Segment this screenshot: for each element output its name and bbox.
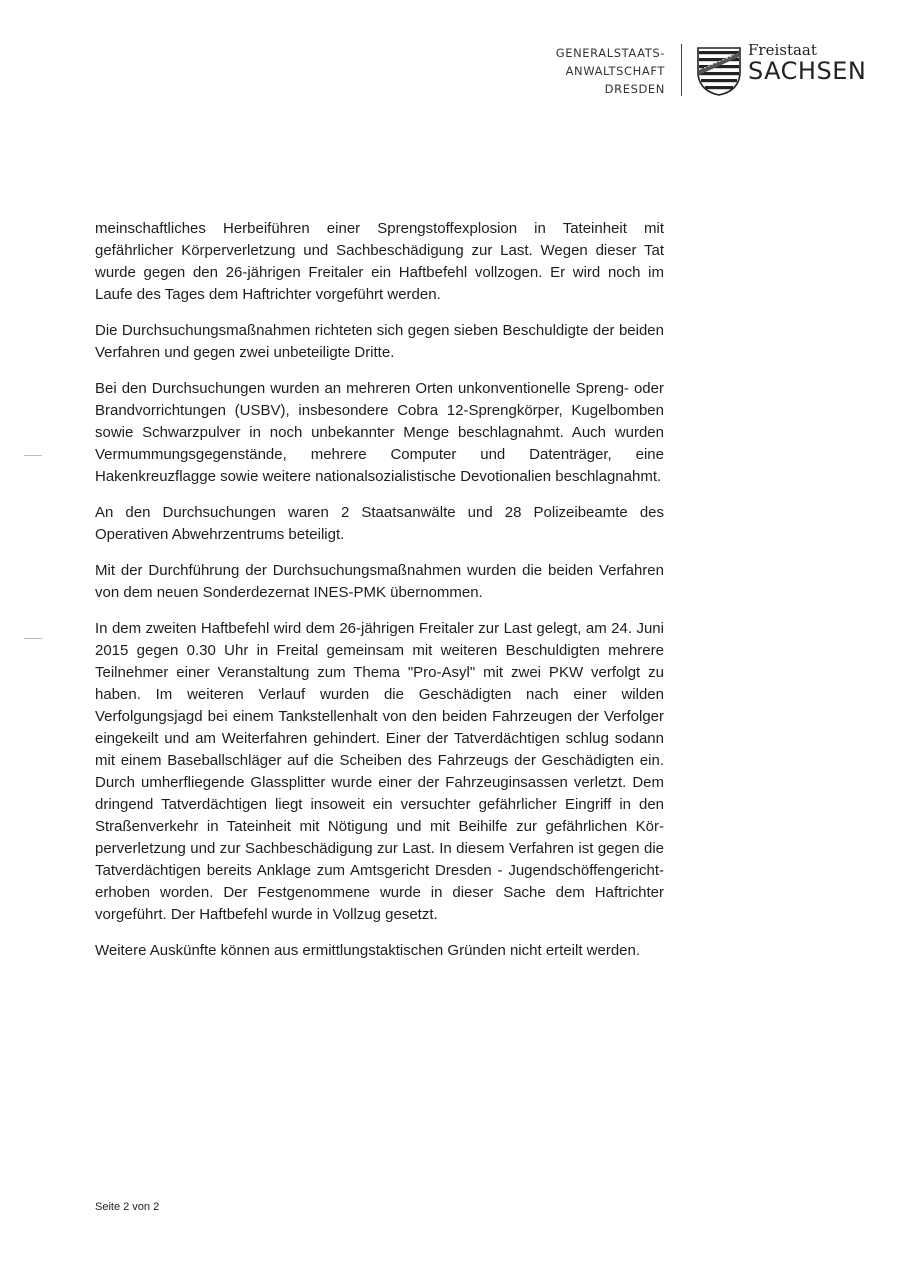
punch-mark: [24, 638, 42, 639]
page-number: Seite 2 von 2: [95, 1201, 160, 1213]
paragraph-5: Mit der Durchführung der Durchsuchungsmaßnahmen wurden die beiden Verfahren von dem neuen Sonderdezernat INES-PMK übernommen.: [95, 562, 664, 601]
paragraph-6: In dem zweiten Haftbefehl wird dem 26-jährigen Freitaler zur Last gelegt, am 24. Juni 2015 gegen 0.30 Uhr in Freital gemeinsam mit weiteren Beschuldigten mehrere Teilnehmer einer Veranstaltung zum Thema "Pro-Asyl" mit zwei PKW verfolgt zu haben. Im weiteren Verlauf wurden die Geschädigten nach einer wilden Verfolgungsjagd bei einem Tankstellenhalt von den beiden Fahrzeugen der Verfolger eingekeilt und am Weiterfahren gehindert. Einer der Tatverdächtigen schlug sodann mit einem Baseballschläger auf die Scheiben des Fahrzeugs der Geschädigten ein. Durch umherfliegende Glassplitter wurde einer der Fahrzeuginsassen verletzt. Dem dringend Tatverdächtigen liegt insoweit ein versuchter gefährlicher Eingriff in den Straßenverkehr in Tateinheit mit Nötigung und mit Beihilfe zur gefährlichen Körperverletzung und zur Sachbeschädigung zur Last. In diesem Verfahren ist gegen die Tatverdächtigen bereits Anklage zum Amtsgericht Dresden - Jugendschöffengericht- erhoben worden. Der Festgenommene wurde in dieser Sache dem Haftrichter vorgeführt. Der Haftbefehl wurde in Vollzug gesetzt.: [95, 620, 664, 923]
authority-line-2: ANWALTSCHAFT: [565, 64, 665, 78]
header-divider: [681, 44, 682, 96]
paragraph-4: An den Durchsuchungen waren 2 Staatsanwälte und 28 Polizeibeamte des Operativen Abwehrzentrums beteiligt.: [95, 504, 664, 543]
paragraph-3: Bei den Durchsuchungen wurden an mehreren Orten unkonventionelle Spreng- oder Brandvorrichtungen (USBV), insbesondere Cobra 12-Sprengkörper, Kugelbomben sowie Schwarzpulver in noch unbekannter Menge beschlagnahmt. Auch wurden Vermummungsgegenstände, mehrere Computer und Datenträger, eine Hakenkreuzflagge sowie weitere nationalsozialistische Devotionalien beschlagnahmt.: [95, 380, 664, 485]
saxony-coat-of-arms-icon: [696, 46, 742, 96]
state-name-small: Freistaat: [748, 41, 817, 59]
paragraph-2: Die Durchsuchungsmaßnahmen richteten sich gegen sieben Beschuldigte der beiden Verfahren und gegen zwei unbeteiligte Dritte.: [95, 322, 664, 361]
body-text: [95, 218, 664, 976]
state-name-big: SACHSEN: [748, 57, 867, 85]
paragraph-1: meinschaftliches Herbeiführen einer Sprengstoffexplosion in Tateinheit mit gefährlicher Körperverletzung und Sachbeschädigung zur Last. Wegen dieser Tat wurde gegen den 26-jährigen Freitaler ein Haftbefehl vollzogen. Er wird noch im Laufe des Tages dem Haftrichter vorgeführt werden.: [95, 220, 664, 303]
letterhead: [0, 40, 905, 110]
authority-line-1: GENERALSTAATS-: [555, 46, 665, 60]
fold-mark: [24, 455, 42, 456]
paragraph-7: Weitere Auskünfte können aus ermittlungstaktischen Gründen nicht erteilt werden.: [95, 942, 641, 959]
authority-name: [556, 44, 665, 98]
authority-line-3: DRESDEN: [604, 82, 665, 96]
state-name: [748, 42, 866, 84]
